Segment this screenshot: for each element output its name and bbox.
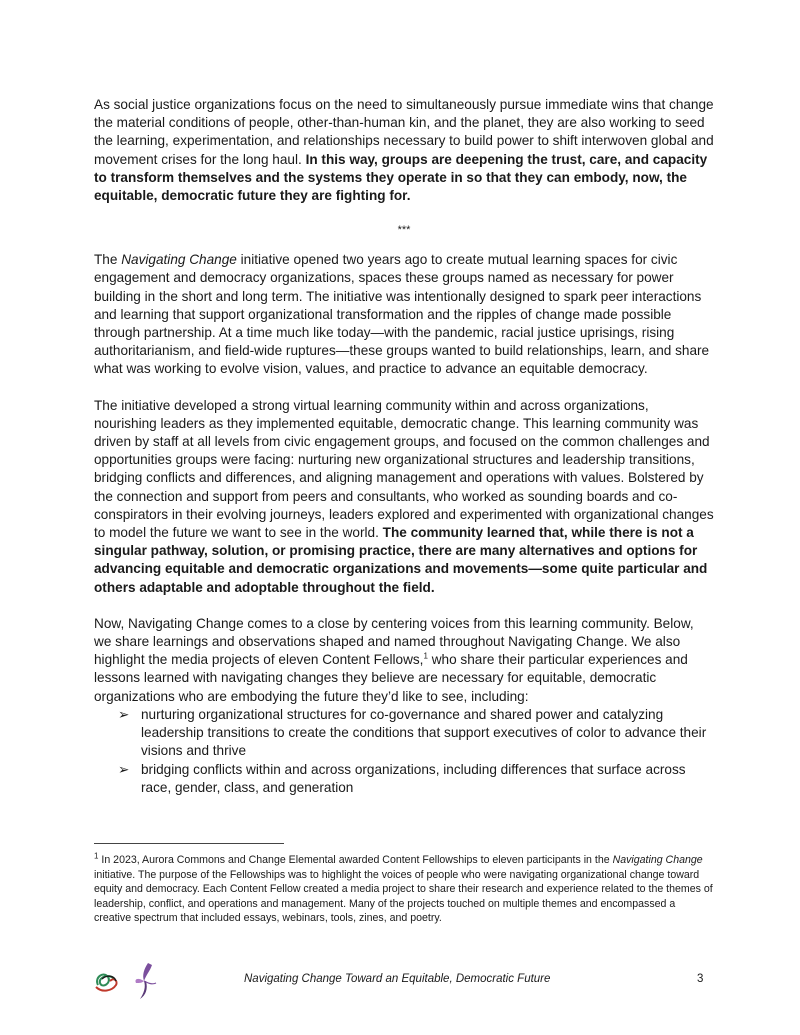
footnote-number: 1 <box>94 851 99 861</box>
community-paragraph <box>94 397 714 597</box>
footnote-text-pre: In 2023, Aurora Commons and Change Elemental awarded Content Fellowships to eleven participants in the <box>98 854 613 866</box>
intro-bold-text: In this way, groups are deepening the trust, care, and capacity to transform themselves and the systems they operate in so that they can embody, now, the equitable, democratic future they are fighting for. <box>94 151 708 204</box>
arrow-bullet-icon: ➢ <box>118 761 130 777</box>
intro-paragraph <box>94 96 714 205</box>
bullet-list <box>94 706 714 797</box>
community-bold-text: The community learned that, while there is not a singular pathway, solution, or promising practice, there are many alternatives and options for advancing equitable and democratic organizations and movements—some quite particular and others adaptable and adoptable throughout the field. <box>94 525 708 595</box>
community-text: The initiative developed a strong virtual learning community within and across organizations, nourishing leaders as they implemented equitable, democratic change. This learning community was driven by staff at all levels from civic engagement groups, and focused on the common challenges and opportunities groups were facing: nurturing new organizational structures and leadership transitions, bridging conflicts and differences, and aligning management and operations with values. Bolstered by the connection and support from peers and consultants, who worked as sounding boards and co-conspirators in their evolving journeys, leaders explored and experimented with organizational changes to model the future we want to see in the world. <box>94 397 714 541</box>
main-content <box>94 96 714 797</box>
footnote-initiative-name: Navigating Change <box>612 854 703 866</box>
intro-text: As social justice organizations focus on the need to simultaneously pursue immediate wins that change the material conditions of people, other-than-human kin, and the planet, they are also working to seed the learning, experimentation, and relationships necessary to build power to shift interwoven global and movement crises for the long haul. <box>94 97 714 167</box>
list-item <box>94 761 714 797</box>
arrow-bullet-icon: ➢ <box>118 706 130 722</box>
initiative-text-pre: The <box>94 252 122 268</box>
page-footer <box>0 965 800 1005</box>
list-item-text: nurturing organizational structures for co-governance and shared power and catalyzing leadership transitions to create the conditions that support executives of color to advance their visions and thrive <box>141 706 707 759</box>
footnote-reference[interactable]: 1 <box>423 651 428 661</box>
section-separator: *** <box>397 224 411 237</box>
page-number: 3 <box>697 973 704 985</box>
closing-text-post: who share their particular experiences and lessons learned with navigating changes they believe are necessary for equitable, democratic organizations who are embodying the future they’d like to see, including: <box>94 652 688 704</box>
knot-logo-icon <box>92 967 122 1000</box>
footnote <box>94 853 714 926</box>
initiative-paragraph <box>94 251 714 378</box>
footnote-divider <box>94 843 284 844</box>
list-item-text: bridging conflicts within and across organizations, including differences that surface across race, gender, class, and generation <box>141 761 686 795</box>
list-item <box>94 706 714 761</box>
initiative-text-post: initiative opened two years ago to create mutual learning spaces for civic engagement and democracy organizations, spaces these groups named as necessary for power building in the short and long term. The initiative was intentionally designed to spark peer interactions and learning that support organizational transformation and the ripples of change made possible through partnership. At a time much like today—with the pandemic, racial justice uprisings, rising authoritarianism, and field-wide ruptures—these groups wanted to build relationships, learn, and share what was working to evolve vision, values, and practice to advance an equitable democracy. <box>94 252 710 377</box>
footnote-text-post: initiative. The purpose of the Fellowships was to highlight the voices of people who were navigating organizational change toward equity and democracy. Each Content Fellow created a media project to share their research and experience related to the themes of leadership, conflict, and operations and management. Many of the projects touched on multiple themes and encompassed a creative spectrum that included essays, webinars, tools, zines, and poetry. <box>94 868 713 925</box>
closing-text-pre: Now, Navigating Change comes to a close by centering voices from this learning community. Below, we share learnings and observations shaped and named throughout Navigating Change. We also highlight the media projects of eleven Content Fellows, <box>94 615 694 668</box>
closing-paragraph <box>94 615 714 706</box>
hummingbird-logo-icon <box>132 961 158 1006</box>
footer-document-title: Navigating Change Toward an Equitable, Democratic Future <box>244 973 551 985</box>
initiative-name: Navigating Change <box>121 252 237 268</box>
